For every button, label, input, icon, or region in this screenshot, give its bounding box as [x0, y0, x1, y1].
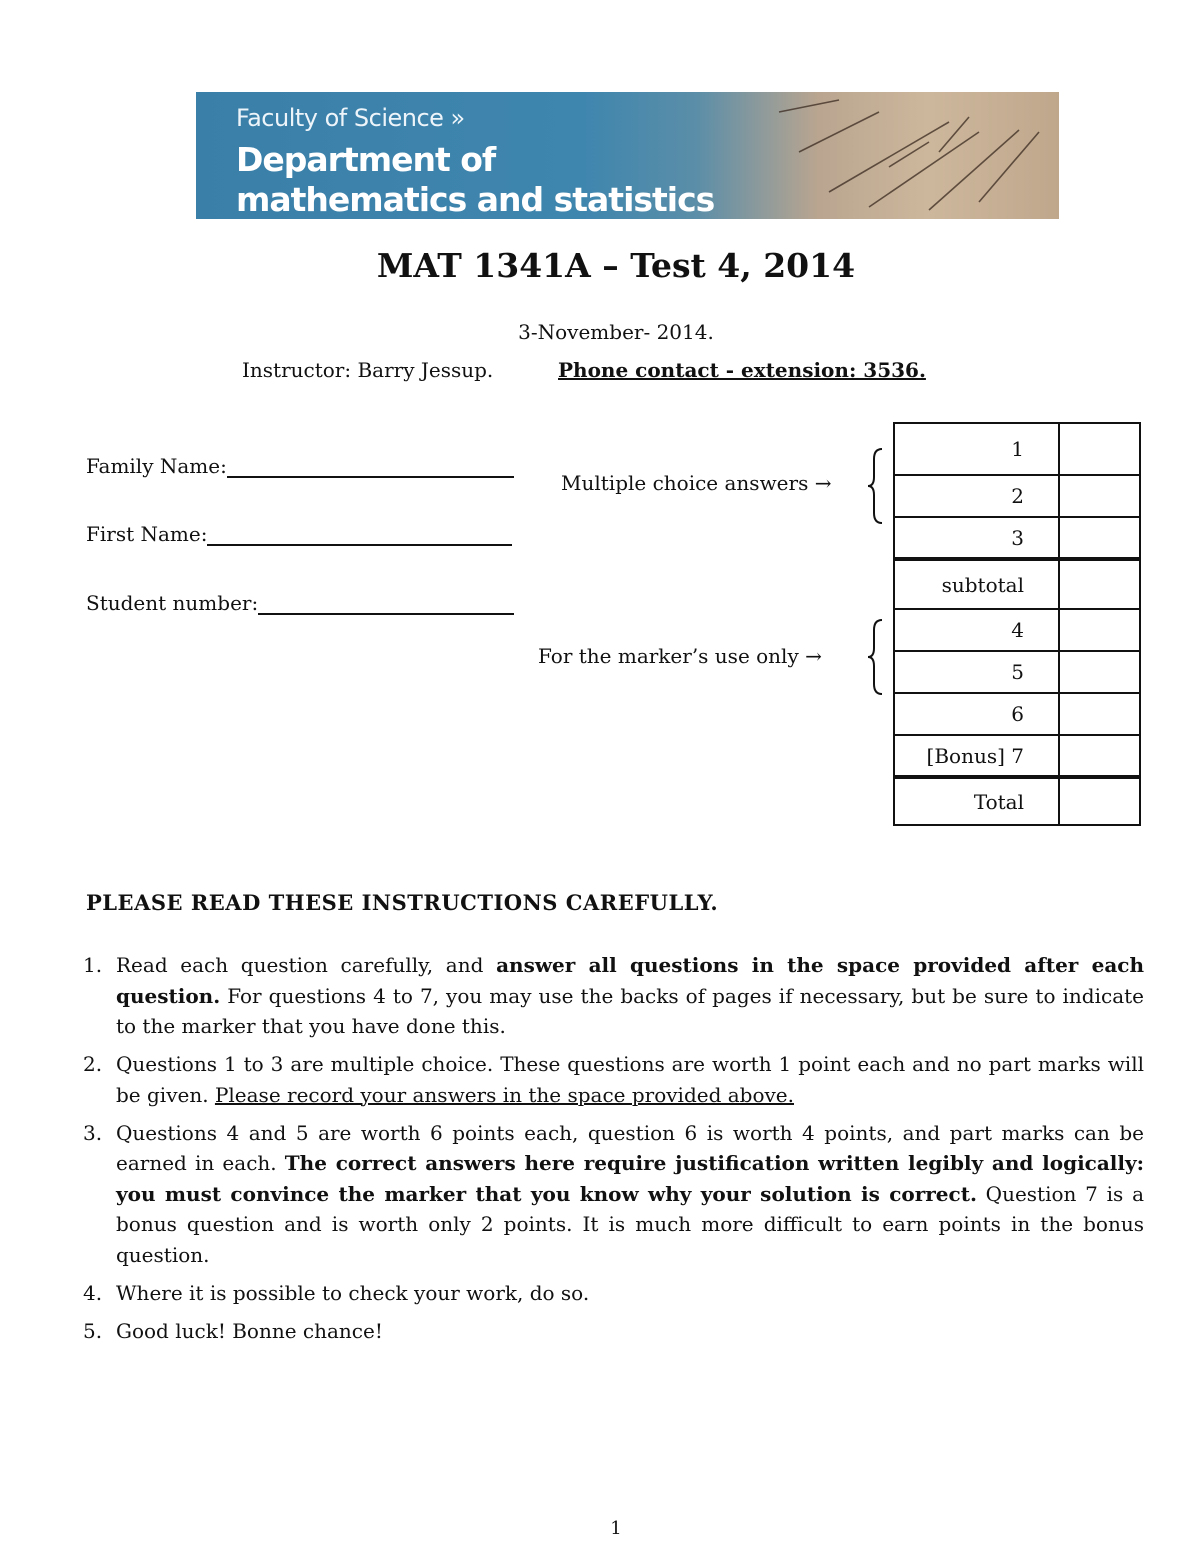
list-item	[83, 1118, 1145, 1271]
left-brace-icon	[866, 618, 886, 696]
marks-box[interactable]	[1059, 475, 1140, 517]
table-row	[894, 609, 1140, 651]
item-bold-text: The correct answers here require justification written legibly and logically: you must convince the marker that you know why your solution is correct.	[116, 1151, 1145, 1206]
table-row	[894, 651, 1140, 693]
department-banner	[196, 92, 1059, 219]
list-item	[83, 1278, 1144, 1309]
exam-date: 3-November- 2014.	[518, 320, 714, 344]
marks-row-label: 1	[894, 423, 1059, 475]
item-text: Good luck! Bonne chance!	[116, 1318, 383, 1343]
item-text: Questions 1 to 3 are multiple choice. These questions are worth 1 point each and no part marks will be given.	[116, 1052, 1144, 1107]
marks-row-label: [Bonus] 7	[894, 735, 1059, 777]
list-item	[83, 950, 1145, 1042]
left-brace-icon	[866, 447, 886, 525]
table-row	[894, 559, 1140, 609]
multiple-choice-label: Multiple choice answers →	[561, 471, 832, 495]
item-text: For questions 4 to 7, you may use the backs of pages if necessary, but be sure to indicate to the marker that you have done this.	[116, 983, 1144, 1038]
phone-contact: Phone contact - extension: 3536.	[558, 358, 926, 382]
instructions-heading: PLEASE READ THESE INSTRUCTIONS CAREFULLY.	[86, 890, 719, 915]
marks-box[interactable]	[1059, 559, 1140, 609]
marks-box[interactable]	[1059, 777, 1140, 825]
list-item	[83, 1049, 1144, 1110]
table-row	[894, 693, 1140, 735]
instructions-list	[83, 950, 1145, 1354]
first-name-field[interactable]	[86, 522, 512, 546]
item-number: 3.	[83, 1120, 103, 1145]
page-number: 1	[610, 1518, 622, 1539]
instructor: Instructor: Barry Jessup.	[242, 358, 494, 382]
marks-row-label: 5	[894, 651, 1059, 693]
math-paper-decoration	[739, 92, 1059, 219]
marks-row-label: 6	[894, 693, 1059, 735]
family-name-label: Family Name:	[86, 454, 227, 478]
first-name-line[interactable]	[207, 524, 512, 546]
marks-box[interactable]	[1059, 651, 1140, 693]
item-number: 5.	[83, 1318, 103, 1343]
banner-department-line1: Department of	[236, 140, 496, 179]
marker-use-label: For the marker’s use only →	[538, 644, 822, 668]
marks-row-label: 3	[894, 517, 1059, 559]
item-text: Question 7 is a bonus question and is worth only 2 points. It is much more difficult to earn points in the bonus question.	[116, 1181, 1144, 1267]
item-number: 4.	[83, 1280, 103, 1305]
item-text: Where it is possible to check your work, do so.	[116, 1280, 590, 1305]
marks-table	[893, 422, 1141, 826]
family-name-line[interactable]	[227, 456, 514, 478]
item-bold-text: answer all questions in the space provided after each question.	[116, 953, 1145, 1008]
table-row	[894, 475, 1140, 517]
student-number-label: Student number:	[86, 591, 259, 615]
item-number: 2.	[83, 1052, 103, 1076]
marks-row-label: 2	[894, 475, 1059, 517]
page-title: MAT 1341A – Test 4, 2014	[376, 246, 856, 285]
marks-box[interactable]	[1059, 423, 1140, 475]
banner-department-line2: mathematics and statistics	[236, 180, 715, 219]
table-row	[894, 517, 1140, 559]
table-row	[894, 735, 1140, 777]
marks-box[interactable]	[1059, 735, 1140, 777]
item-number: 1.	[83, 953, 103, 977]
marks-box[interactable]	[1059, 693, 1140, 735]
marks-row-label: 4	[894, 609, 1059, 651]
family-name-field[interactable]	[86, 454, 514, 478]
table-row	[894, 423, 1140, 475]
marks-row-label: subtotal	[894, 559, 1059, 609]
student-number-field[interactable]	[86, 591, 514, 615]
banner-faculty: Faculty of Science »	[236, 104, 465, 132]
table-row	[894, 777, 1140, 825]
marks-box[interactable]	[1059, 517, 1140, 559]
item-underlined-text: Please record your answers in the space provided above.	[214, 1082, 794, 1107]
marks-row-label: Total	[894, 777, 1059, 825]
item-text: Questions 4 and 5 are worth 6 points each, question 6 is worth 4 points, and part marks can be earned in each.	[116, 1120, 1144, 1175]
list-item	[83, 1316, 1144, 1347]
item-text: Read each question carefully, and	[116, 953, 497, 977]
marks-box[interactable]	[1059, 609, 1140, 651]
student-number-line[interactable]	[258, 593, 514, 615]
first-name-label: First Name:	[86, 522, 208, 546]
